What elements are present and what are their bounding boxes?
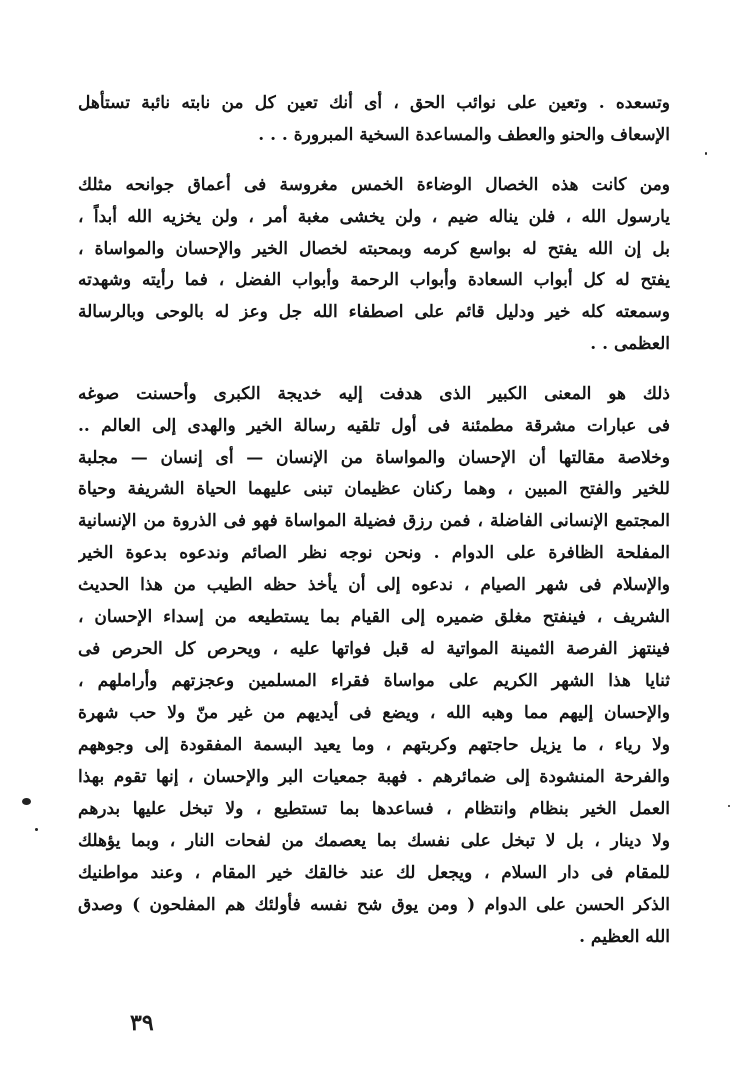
text-line: للمقام فى دار السلام ، ويجعل لك عند خالقك خير المقام ، وعند مواطنيك xyxy=(78,863,670,883)
text-line: وسمعته كله خير ودليل قائم على اصطفاء الله جل وعز له بالوحى وبالرسالة xyxy=(78,302,670,322)
text-line: العظمى . . xyxy=(590,334,670,354)
text-line: ذلك هو المعنى الكبير الذى هدفت إليه خديجة الكبرى وأحسنت صوغه xyxy=(78,384,670,404)
text-line: ولا دينار ، بل لا تبخل على نفسك بما يعصمك من لفحات النار ، وبما يؤهلك xyxy=(78,831,670,851)
text-line: الإسعاف والحنو والعطف والمساعدة السخية المبرورة . . . xyxy=(258,125,670,145)
text-line: وتسعده . وتعين على نوائب الحق ، أى أنك تعين كل من نابته نائبة تستأهل xyxy=(78,93,670,113)
text-line: المجتمع الإنسانى الفاضلة ، فمن رزق فضيلة المواساة فهو فى الذروة من الإنسانية xyxy=(78,511,670,531)
scan-speck xyxy=(728,805,730,807)
text-line: بل إن الله يفتح له بواسع كرمه وبمحبته لخصال الخير والإحسان والمواساة ، xyxy=(78,239,670,259)
text-line: العمل الخير بنظام وانتظام ، فساعدها بما تستطيع ، ولا تبخل عليها بدرهم xyxy=(78,799,670,819)
text-line: والإسلام فى شهر الصيام ، ندعوه إلى أن يأخذ حظه الطيب من هذا الحديث xyxy=(78,575,670,595)
text-line: الشريف ، فينفتح مغلق ضميره إلى القيام بما يستطيعه من إسداء الإحسان ، xyxy=(78,607,670,627)
scan-speck xyxy=(35,828,38,831)
text-line: المفلحة الظافرة على الدوام . ونحن نوجه نظر الصائم وندعوه بدعوة الخير xyxy=(78,543,670,563)
scan-speck xyxy=(22,798,31,805)
page-number: ٣٩ xyxy=(130,1010,154,1036)
text-line: الذكر الحسن على الدوام ( ومن يوق شح نفسه فأولئك هم المفلحون ) وصدق xyxy=(78,895,670,915)
text-line: للخير والفتح المبين ، وهما ركنان عظيمان تبنى عليهما الحياة الشريفة وحياة xyxy=(78,479,670,499)
text-line: والفرحة المنشودة إلى ضمائرهم . فهبة جمعيات البر والإحسان ، إنها تقوم بهذا xyxy=(78,767,670,787)
text-line: يفتح له كل أبواب السعادة وأبواب الرحمة وأبواب الفضل ، فما رأيته وشهدته xyxy=(78,270,670,290)
text-line: فى عبارات مشرقة مطمئنة فى أول تلقيه رسالة الخير والهدى إلى العالم .. xyxy=(78,416,670,436)
text-line: والإحسان إليهم مما وهبه الله ، ويضع فى أيديهم من غير منّ ولا حب شهرة xyxy=(78,703,670,723)
text-line: وخلاصة مقالتها أن الإحسان والمواساة من الإنسان — أى إنسان — مجلبة xyxy=(78,448,670,468)
scan-speck xyxy=(705,152,707,155)
text-line: الله العظيم . xyxy=(579,927,670,947)
text-line: ومن كانت هذه الخصال الوضاءة الخمس مغروسة فى أعماق جوانحه مثلك xyxy=(78,175,670,195)
text-line: ثنايا هذا الشهر الكريم على مواساة فقراء المسلمين وعجزتهم وأراملهم ، xyxy=(78,671,670,691)
text-line: فينتهز الفرصة الثمينة المواتية له قبل فواتها عليه ، ويحرص كل الحرص فى xyxy=(78,639,670,659)
text-line: يارسول الله ، فلن يناله ضيم ، ولن يخشى مغبة أمر ، ولن يخزيه الله أبداً ، xyxy=(78,207,670,227)
text-line: ولا رياء ، ما يزيل حاجتهم وكربتهم ، وما يعيد البسمة المفقودة إلى وجوههم xyxy=(78,735,670,755)
